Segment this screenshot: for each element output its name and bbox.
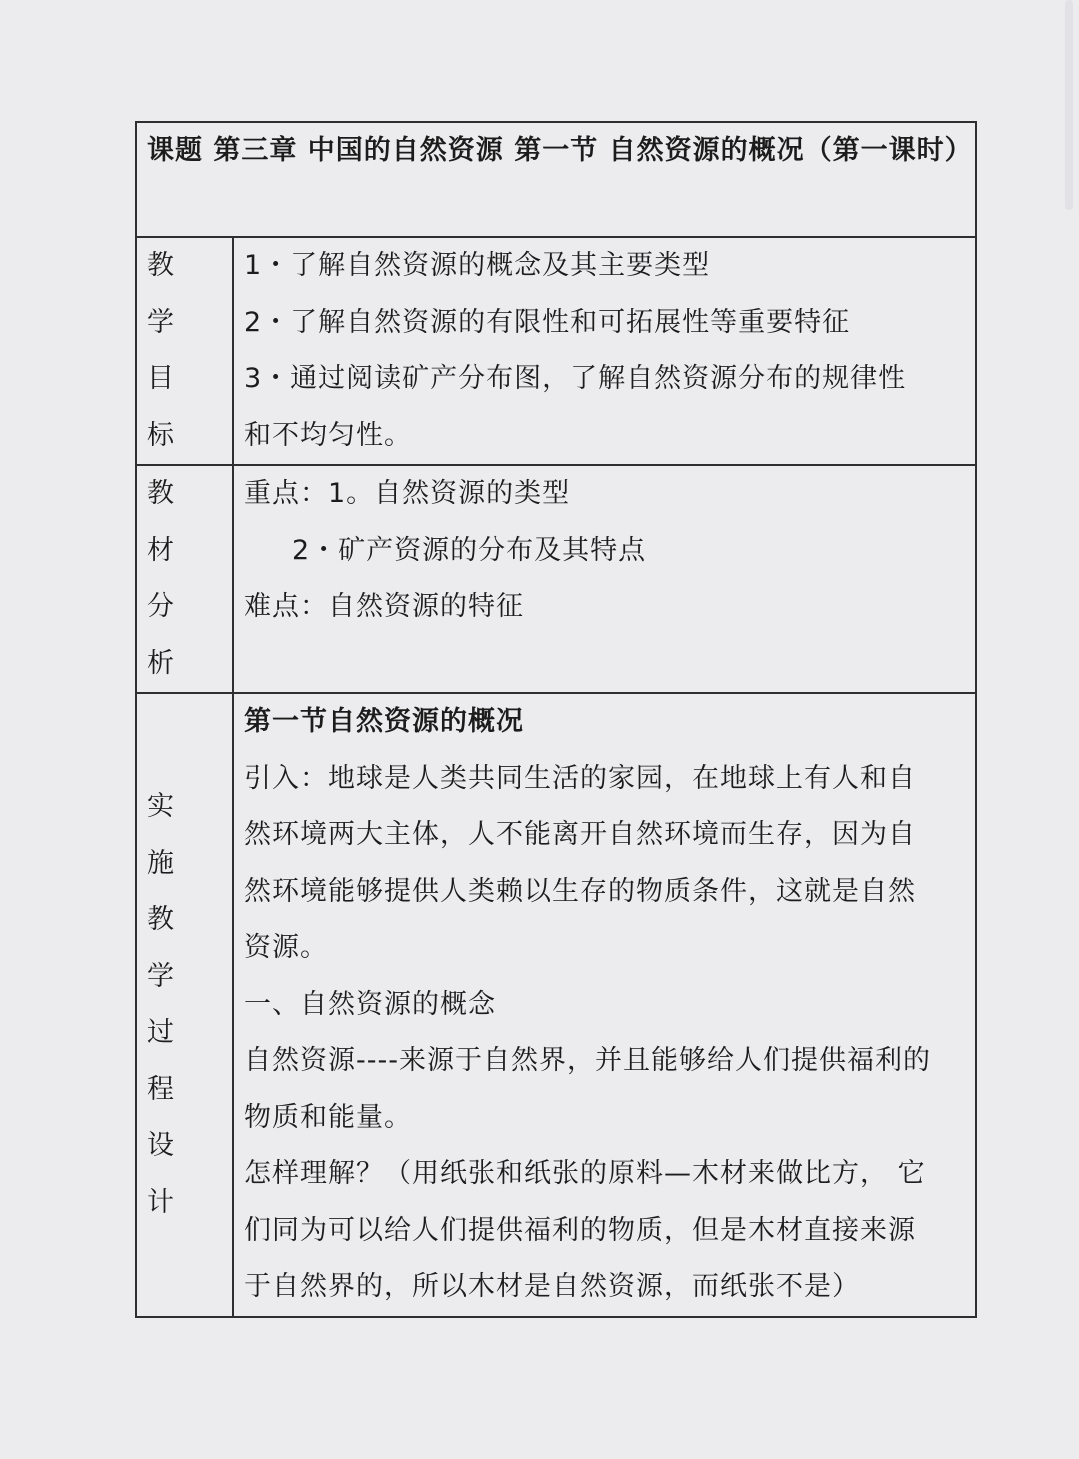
label-char: 计 bbox=[147, 1186, 175, 1218]
material-analysis-content bbox=[233, 465, 976, 693]
intro-line: 然环境两大主体，人不能离开自然环境而生存，因为自 bbox=[244, 819, 916, 850]
label-char: 分 bbox=[147, 591, 175, 622]
question-line: 们同为可以给人们提供福利的物质，但是木材直接来源 bbox=[244, 1214, 916, 1246]
key-point-2: 2・矿产资源的分布及其特点 bbox=[292, 534, 647, 566]
key-point-1: 重点：1。自然资源的类型 bbox=[244, 478, 571, 509]
goal-line: 和不均匀性。 bbox=[244, 419, 412, 451]
teaching-goals-row bbox=[136, 237, 976, 465]
intro-line: 资源。 bbox=[244, 932, 328, 963]
label-char: 施 bbox=[147, 847, 175, 879]
teaching-process-row bbox=[136, 693, 976, 1317]
teaching-process-content bbox=[233, 693, 976, 1317]
material-analysis-label bbox=[136, 465, 233, 693]
label-char: 教 bbox=[147, 478, 175, 509]
lesson-title: 课题 第三章 中国的自然资源 第一节 自然资源的概况（第一课时） bbox=[136, 122, 976, 237]
material-analysis-row bbox=[136, 465, 976, 693]
question-line: 怎样理解？（用纸张和纸张的原料—木材来做比方， 它 bbox=[244, 1158, 926, 1189]
label-char: 析 bbox=[147, 647, 175, 679]
intro-line: 然环境能够提供人类赖以生存的物质条件，这就是自然 bbox=[244, 875, 916, 907]
label-char: 教 bbox=[147, 250, 175, 281]
teaching-goals-content bbox=[233, 237, 976, 465]
question-line: 于自然界的，所以木材是自然资源，而纸张不是） bbox=[244, 1271, 860, 1302]
difficulty-point: 难点：自然资源的特征 bbox=[244, 591, 524, 622]
section-heading: 第一节自然资源的概况 bbox=[244, 706, 524, 737]
label-char: 材 bbox=[147, 534, 175, 566]
label-char: 标 bbox=[147, 419, 175, 451]
label-char: 程 bbox=[147, 1073, 175, 1105]
label-char: 实 bbox=[147, 791, 175, 822]
goal-line: 2・了解自然资源的有限性和可拓展性等重要特征 bbox=[244, 306, 851, 338]
label-char: 目 bbox=[147, 363, 175, 394]
label-char: 学 bbox=[147, 306, 175, 338]
teaching-process-label bbox=[136, 693, 233, 1317]
label-char: 教 bbox=[147, 904, 175, 935]
goal-line: 3・通过阅读矿产分布图，了解自然资源分布的规律性 bbox=[244, 363, 907, 394]
goal-line: 1・了解自然资源的概念及其主要类型 bbox=[244, 250, 711, 281]
definition-line: 自然资源----来源于自然界，并且能够给人们提供福利的 bbox=[244, 1045, 931, 1076]
concept-subheading: 一、自然资源的概念 bbox=[244, 988, 496, 1020]
label-char: 学 bbox=[147, 960, 175, 992]
label-char: 过 bbox=[147, 1017, 175, 1048]
teaching-goals-label bbox=[136, 237, 233, 465]
lesson-plan-table bbox=[135, 121, 977, 1318]
definition-line: 物质和能量。 bbox=[244, 1101, 412, 1133]
intro-line: 引入：地球是人类共同生活的家园，在地球上有人和自 bbox=[244, 762, 916, 794]
scrollbar[interactable] bbox=[1065, 0, 1073, 210]
label-char: 设 bbox=[147, 1130, 175, 1161]
